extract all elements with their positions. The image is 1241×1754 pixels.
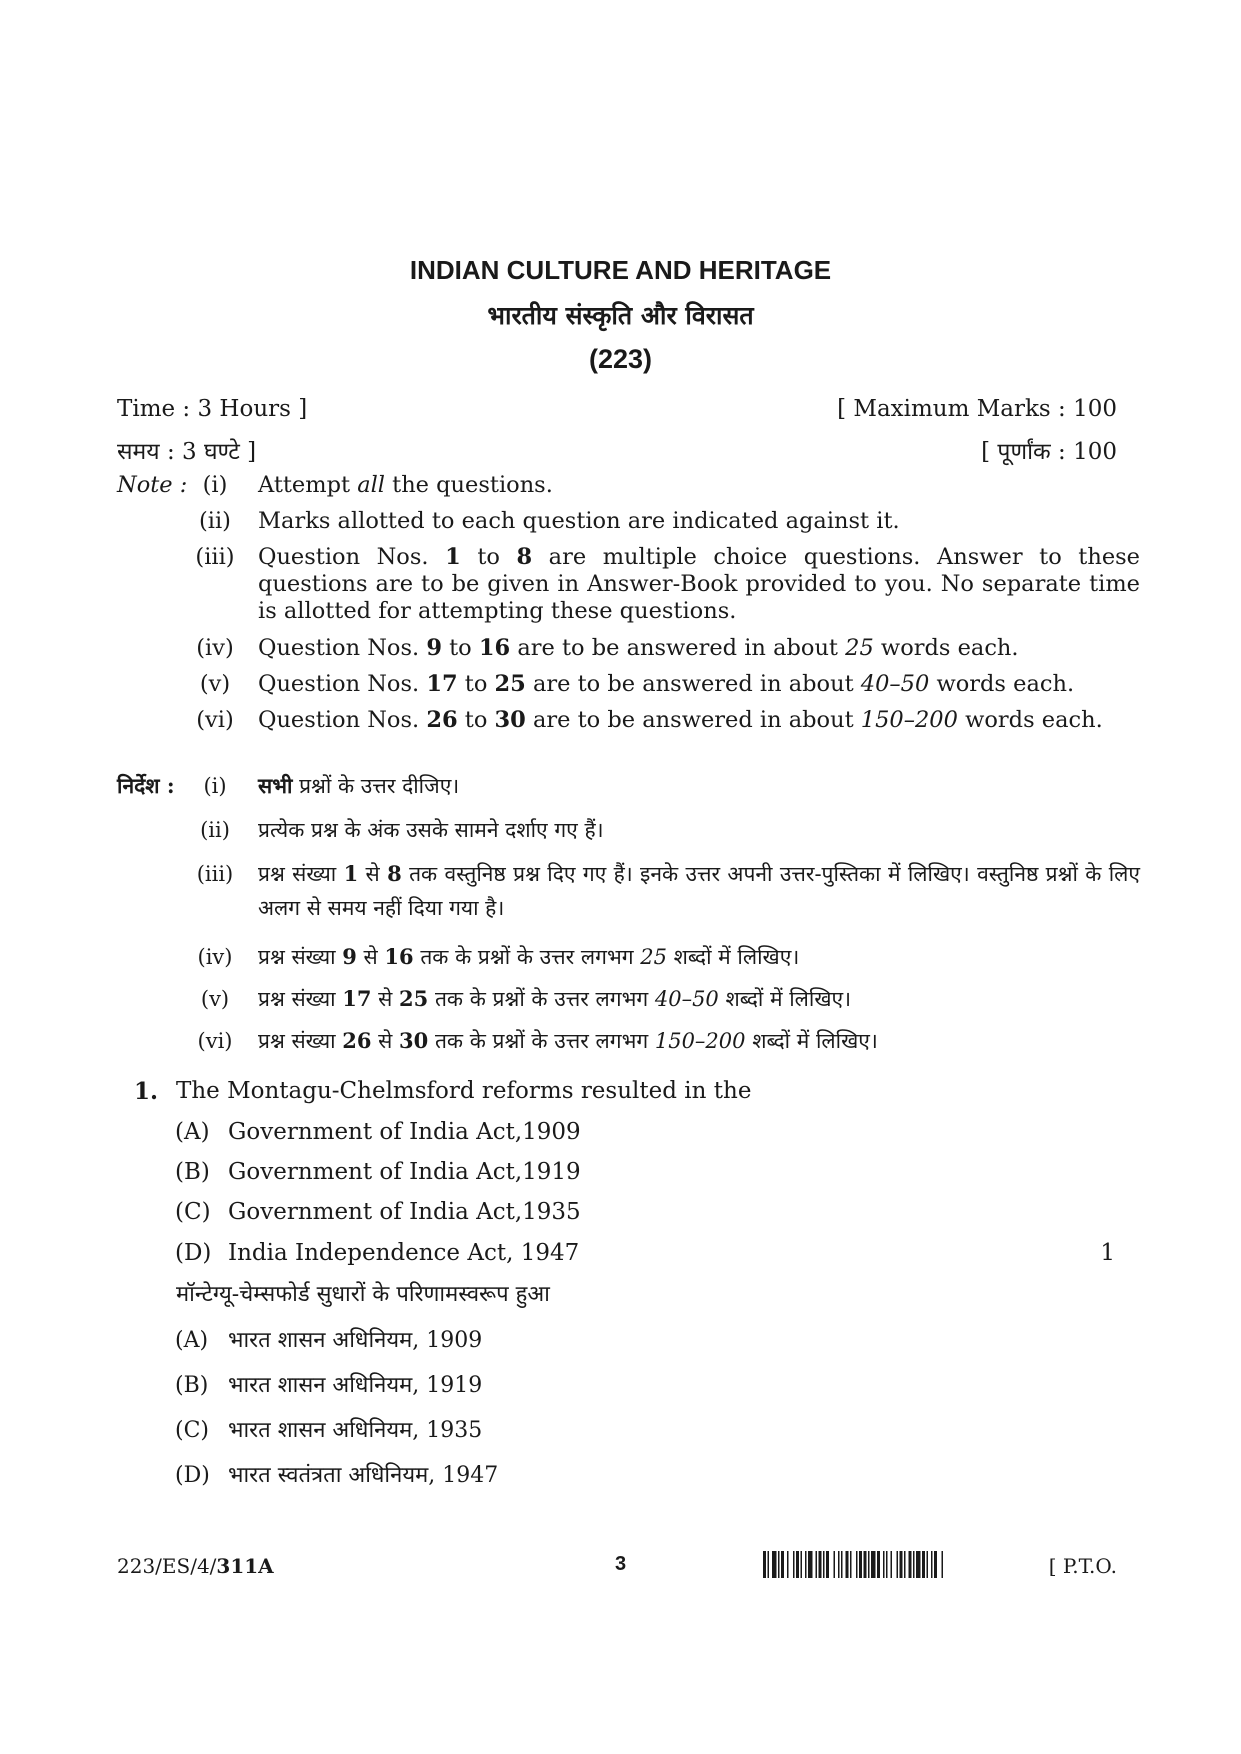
barcode-bar (859, 1551, 862, 1578)
barcode-bar (838, 1551, 840, 1578)
pto-label: [ P.T.O. (1048, 1554, 1117, 1578)
option-label: (D) (175, 1240, 212, 1266)
barcode-bar (942, 1551, 944, 1578)
barcode-bar (934, 1551, 937, 1578)
note-item-number: (ii) (199, 508, 231, 534)
note-item-text-hindi: प्रश्न संख्या 26 से 30 तक के प्रश्नों के उत्तर लगभग 150–200 शब्दों में लिखिए। (258, 1028, 878, 1053)
note-item-text: Question Nos. 9 to 16 are to be answered in about 25 words each. (258, 635, 1019, 661)
barcode-bar (763, 1551, 766, 1578)
barcode-bar (841, 1551, 843, 1578)
note-item-text-hindi: प्रत्येक प्रश्न के अंक उसके सामने दर्शाए गए हैं। (258, 818, 604, 842)
option-text-hindi: भारत शासन अधिनियम, 1919 (228, 1373, 483, 1398)
time-en: Time : 3 Hours ] (117, 396, 308, 422)
barcode-bar (913, 1551, 915, 1578)
note-item-number: (iii) (195, 544, 235, 570)
barcode-bar (796, 1551, 799, 1578)
barcode-bar (846, 1551, 849, 1578)
option-text: India Independence Act, 1947 (228, 1240, 580, 1266)
barcode-bar (900, 1551, 903, 1578)
barcode-bar (871, 1551, 876, 1578)
page-number: 3 (614, 1553, 627, 1575)
note-item-number: (i) (203, 774, 227, 798)
barcode-bar (819, 1551, 822, 1578)
barcode-bar (883, 1551, 885, 1578)
note-item-number: (iv) (196, 635, 234, 661)
note-item-text-hindi: प्रश्न संख्या 17 से 25 तक के प्रश्नों के उत्तर लगभग 40–50 शब्दों में लिखिए। (258, 986, 852, 1011)
max-marks-hi: [ पूर्णांक : 100 (981, 439, 1117, 465)
max-marks-en: [ Maximum Marks : 100 (837, 396, 1117, 422)
time-hi: समय : 3 घण्टे ] (117, 439, 257, 465)
barcode-bar (834, 1551, 836, 1578)
note-item-number: (iv) (197, 945, 233, 969)
note-label-hindi: निर्देश : (117, 773, 175, 798)
note-item-text: Question Nos. 26 to 30 are to be answered in about 150–200 words each. (258, 707, 1103, 733)
barcode-bar (931, 1551, 933, 1578)
note-item-number: (vi) (196, 707, 234, 733)
note-item-text: Marks allotted to each question are indicated against it. (258, 508, 900, 534)
option-text: Government of India Act,1909 (228, 1119, 581, 1145)
paper-title-hindi: भारतीय संस्कृति और विरासत (487, 301, 754, 330)
option-label: (D) (175, 1463, 210, 1488)
barcode-bar (801, 1551, 803, 1578)
option-label: (A) (175, 1328, 209, 1353)
option-label: (C) (175, 1418, 209, 1443)
barcode-bar (805, 1551, 807, 1578)
subject-code: (223) (588, 344, 653, 374)
barcode-bar (781, 1551, 784, 1578)
note-item-number: (iii) (196, 862, 234, 886)
barcode-bar (909, 1551, 912, 1578)
barcode-bar (916, 1551, 921, 1578)
option-text-hindi: भारत स्वतंत्रता अधिनियम, 1947 (228, 1463, 499, 1488)
barcode-bar (922, 1551, 925, 1578)
option-label: (A) (175, 1119, 210, 1145)
barcode-bar (886, 1551, 888, 1578)
barcode-bar (816, 1551, 818, 1578)
option-label: (C) (175, 1199, 211, 1225)
barcode-bar (826, 1551, 829, 1578)
note-item-number: (v) (200, 987, 230, 1011)
note-item-text: Question Nos. 1 to 8 are multiple choice questions. Answer to these questions are to be given in Answer-Book provided to you. No separate time is allotted for attempting these questions. (258, 544, 1140, 624)
barcode-bar (891, 1551, 893, 1578)
note-item-text-hindi: सभी प्रश्नों के उत्तर दीजिए। (258, 773, 460, 798)
barcode-bar (856, 1551, 858, 1578)
note-item-number: (vi) (197, 1029, 233, 1053)
option-label: (B) (175, 1373, 209, 1398)
question-number: 1. (134, 1078, 159, 1105)
barcode-bar (927, 1551, 929, 1578)
barcode-bar (793, 1551, 795, 1578)
note-item-text-hindi: प्रश्न संख्या 9 से 16 तक के प्रश्नों के उत्तर लगभग 25 शब्दों में लिखिए। (258, 944, 800, 969)
option-text: Government of India Act,1935 (228, 1199, 581, 1225)
barcode-bar (897, 1551, 899, 1578)
barcode-bar (864, 1551, 867, 1578)
note-item-number: (v) (199, 671, 231, 697)
barcode-bar (868, 1551, 870, 1578)
barcode-bar (904, 1551, 906, 1578)
barcode-bar (877, 1551, 880, 1578)
option-text: Government of India Act,1919 (228, 1159, 581, 1185)
note-item-text: Attempt all the questions. (258, 472, 553, 498)
note-item-text: Question Nos. 17 to 25 are to be answered in about 40–50 words each. (258, 671, 1075, 697)
note-item-number: (ii) (200, 818, 230, 842)
barcode-image (763, 1551, 1025, 1578)
barcode-bar (787, 1551, 789, 1578)
option-label: (B) (175, 1159, 210, 1185)
question-marks: 1 (1100, 1240, 1115, 1266)
paper-code: 223/ES/4/311A (117, 1554, 274, 1578)
note-item-text-hindi: प्रश्न संख्या 1 से 8 तक वस्तुनिष्ठ प्रश्न दिए गए हैं। इनके उत्तर अपनी उत्तर-पुस्तिका में लिखिए। वस्तुनिष्ठ प्रश्नों के लिए अलग से समय नहीं दिया गया है। (258, 861, 1141, 920)
barcode-bar (772, 1551, 777, 1578)
note-label: Note : (117, 472, 188, 498)
barcode-bar (823, 1551, 825, 1578)
question-text: The Montagu-Chelmsford reforms resulted in the (176, 1078, 752, 1104)
note-item-number: (i) (202, 472, 228, 498)
paper-title: INDIAN CULTURE AND HERITAGE (409, 255, 832, 285)
question-text-hindi: मॉन्टेग्यू-चेम्सफोर्ड सुधारों के परिणामस्वरूप हुआ (176, 1282, 550, 1307)
barcode-bar (778, 1551, 780, 1578)
option-text-hindi: भारत शासन अधिनियम, 1909 (228, 1328, 483, 1353)
barcode-bar (768, 1551, 770, 1578)
option-text-hindi: भारत शासन अधिनियम, 1935 (228, 1418, 483, 1443)
barcode-bar (850, 1551, 852, 1578)
barcode-bar (808, 1551, 813, 1578)
